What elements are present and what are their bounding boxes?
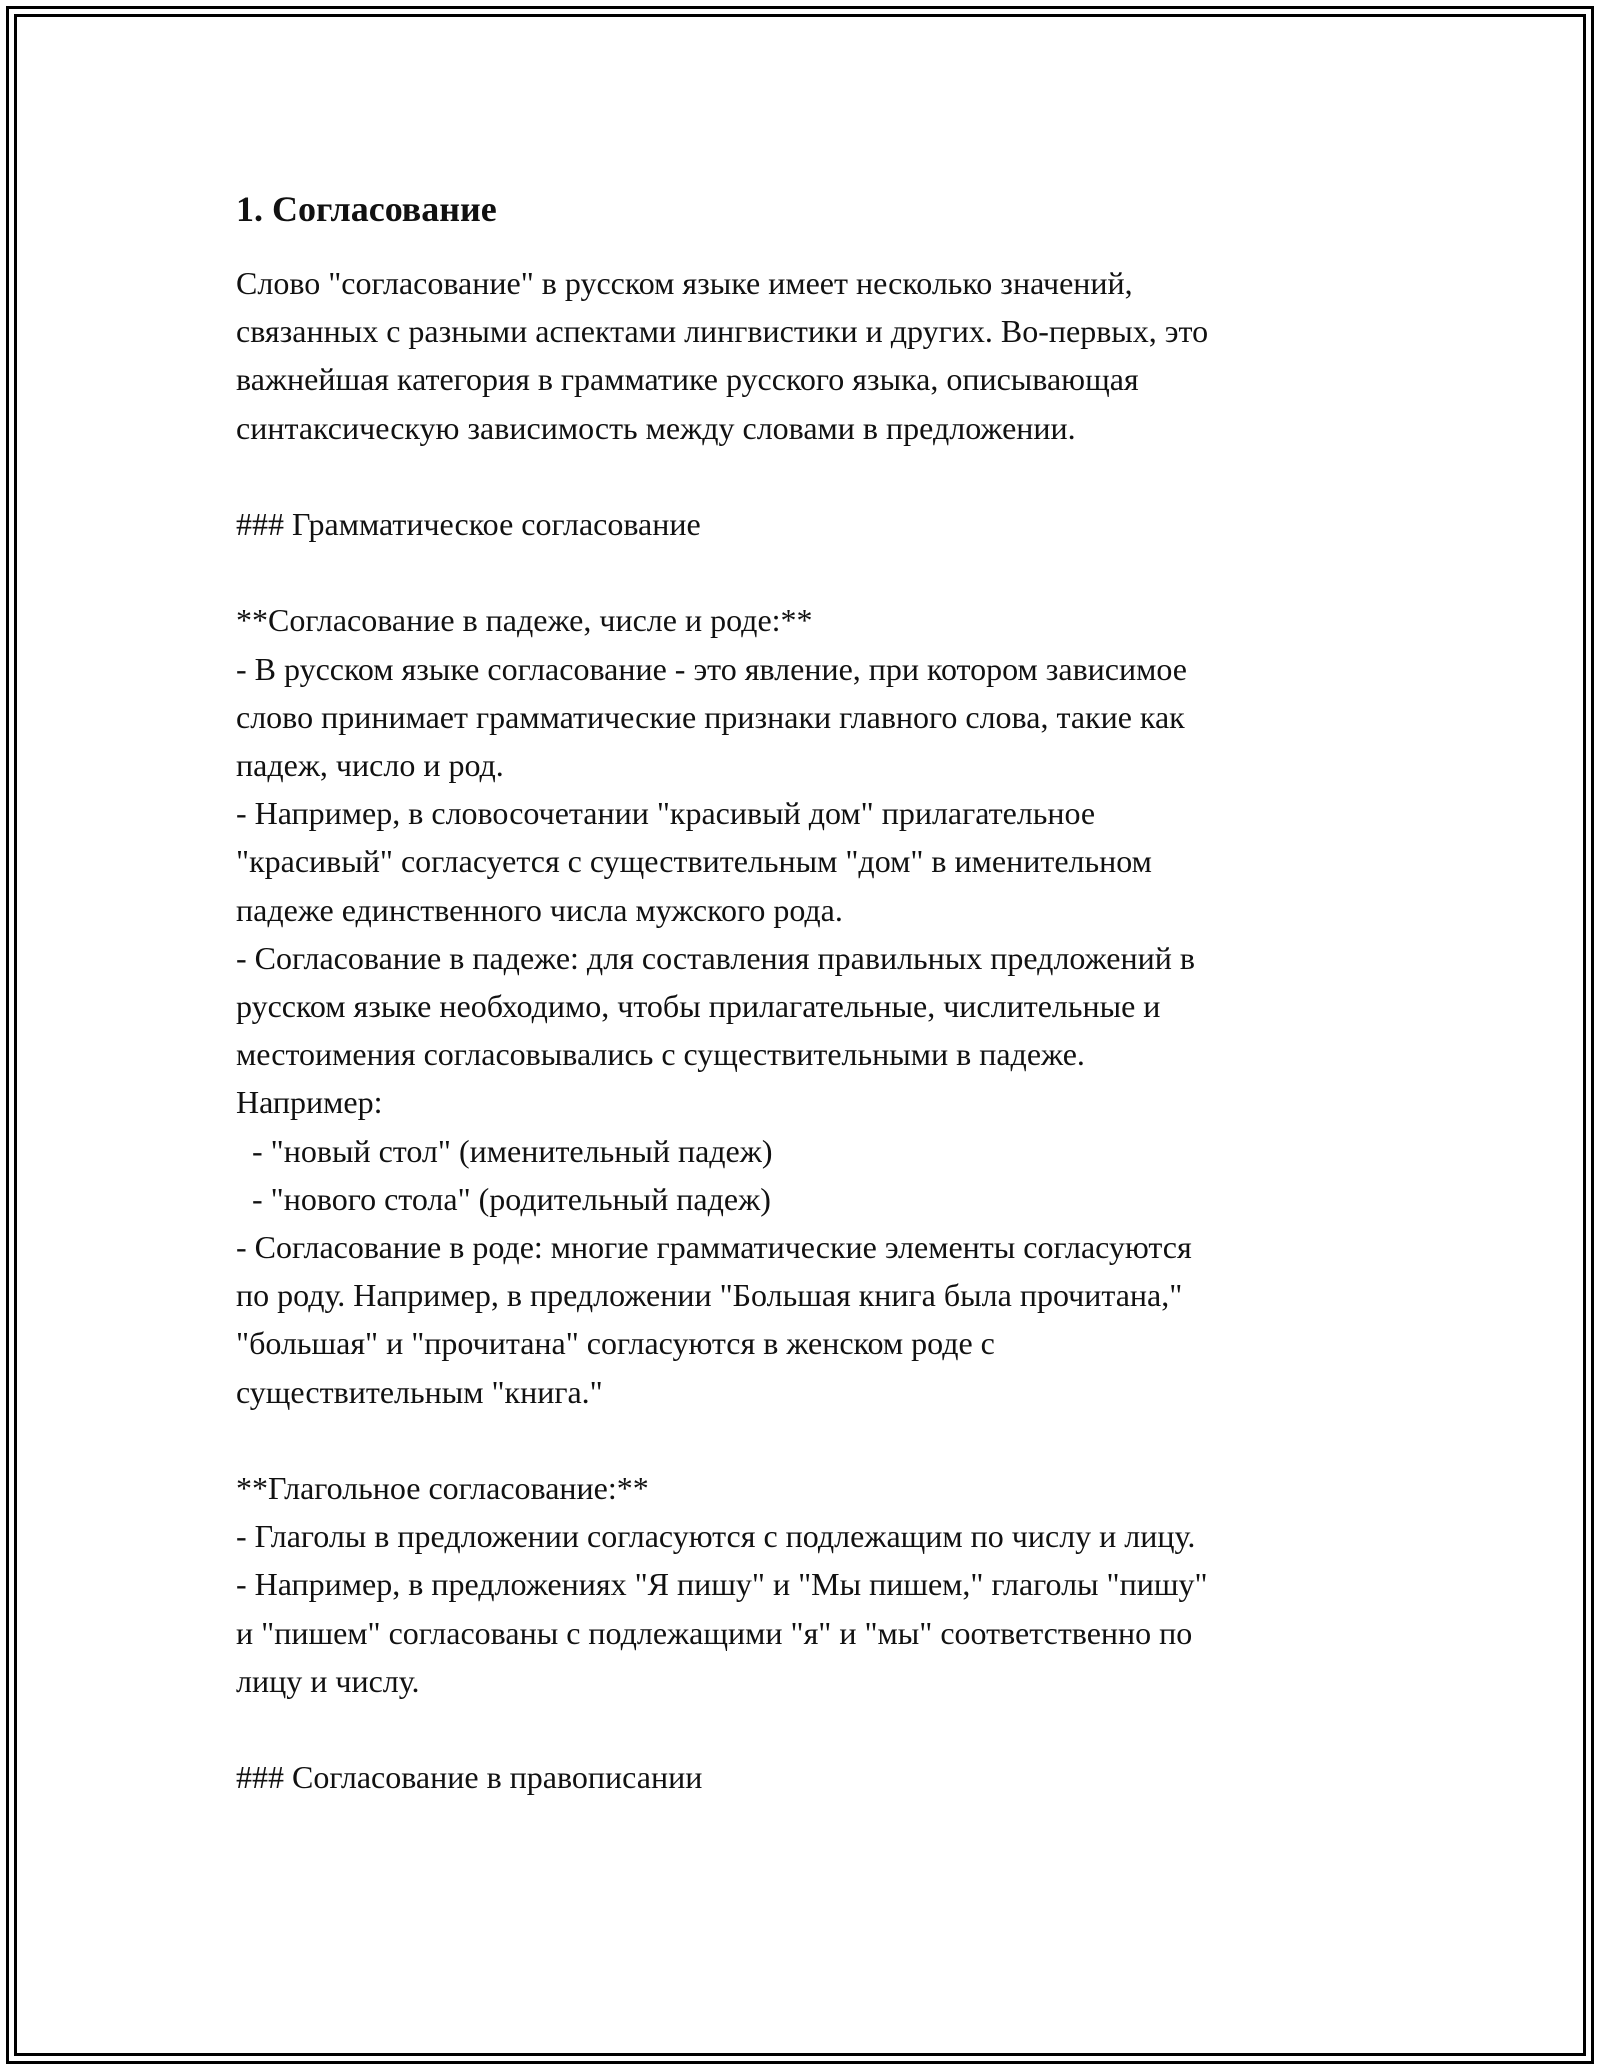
text-line: - Например, в словосочетании "красивый дом" прилагательное — [236, 795, 1096, 832]
blank-line — [236, 548, 1386, 596]
text-line: - Согласование в падеже: для составления правильных предложений в — [236, 939, 1195, 976]
text-line: падеже единственного числа мужского рода. — [236, 891, 843, 928]
text-line: существительным "книга." — [236, 1373, 603, 1410]
blank-line — [236, 1416, 1386, 1464]
text-line: важнейшая категория в грамматике русского языка, описывающая — [236, 361, 1139, 398]
text-line: - Глаголы в предложении согласуются с подлежащим по числу и лицу. — [236, 1518, 1196, 1555]
text-block — [236, 259, 1386, 1801]
text-line: падеж, число и род. — [236, 747, 504, 783]
text-line: синтаксическую зависимость между словами в предложении. — [236, 409, 1076, 446]
subsection-heading: **Согласование в падеже, числе и роде:** — [236, 602, 813, 639]
text-line: и "пишем" согласованы с подлежащими "я" и "мы" соответственно по — [236, 1614, 1193, 1651]
document-title: 1. Согласование — [236, 189, 497, 229]
blank-line — [236, 452, 1386, 500]
text-line: Слово "согласование" в русском языке имеет несколько значений, — [236, 265, 1133, 301]
text-line: "большая" и "прочитана" согласуются в женском роде с — [236, 1325, 995, 1362]
text-line: - Согласование в роде: многие грамматические элементы согласуются — [236, 1229, 1192, 1266]
text-line: - В русском языке согласование - это явление, при котором зависимое — [236, 650, 1187, 687]
text-line: лицу и числу. — [236, 1662, 420, 1699]
subsection-heading: **Глагольное согласование:** — [236, 1470, 649, 1507]
text-line: - Например, в предложениях "Я пишу" и "Мы пишем," глаголы "пишу" — [236, 1566, 1208, 1603]
text-line: Например: — [236, 1084, 383, 1121]
document-body — [236, 185, 1386, 1801]
section-heading: ### Грамматическое согласование — [236, 506, 701, 542]
text-line: связанных с разными аспектами лингвистики и других. Во-первых, это — [236, 313, 1209, 350]
text-line: русском языке необходимо, чтобы прилагательные, числительные и — [236, 988, 1161, 1025]
text-line: по роду. Например, в предложении "Большая книга была прочитана," — [236, 1277, 1183, 1314]
text-line: "красивый" согласуется с существительным "дом" в именительном — [236, 843, 1152, 880]
section-heading: ### Согласование в правописании — [236, 1759, 703, 1796]
example-line: - "нового стола" (родительный падеж) — [236, 1180, 771, 1217]
text-line: слово принимает грамматические признаки главного слова, такие как — [236, 698, 1185, 735]
text-line: местоимения согласовывались с существительными в падеже. — [236, 1036, 1085, 1073]
blank-line — [236, 1705, 1386, 1753]
example-line: - "новый стол" (именительный падеж) — [236, 1132, 773, 1169]
